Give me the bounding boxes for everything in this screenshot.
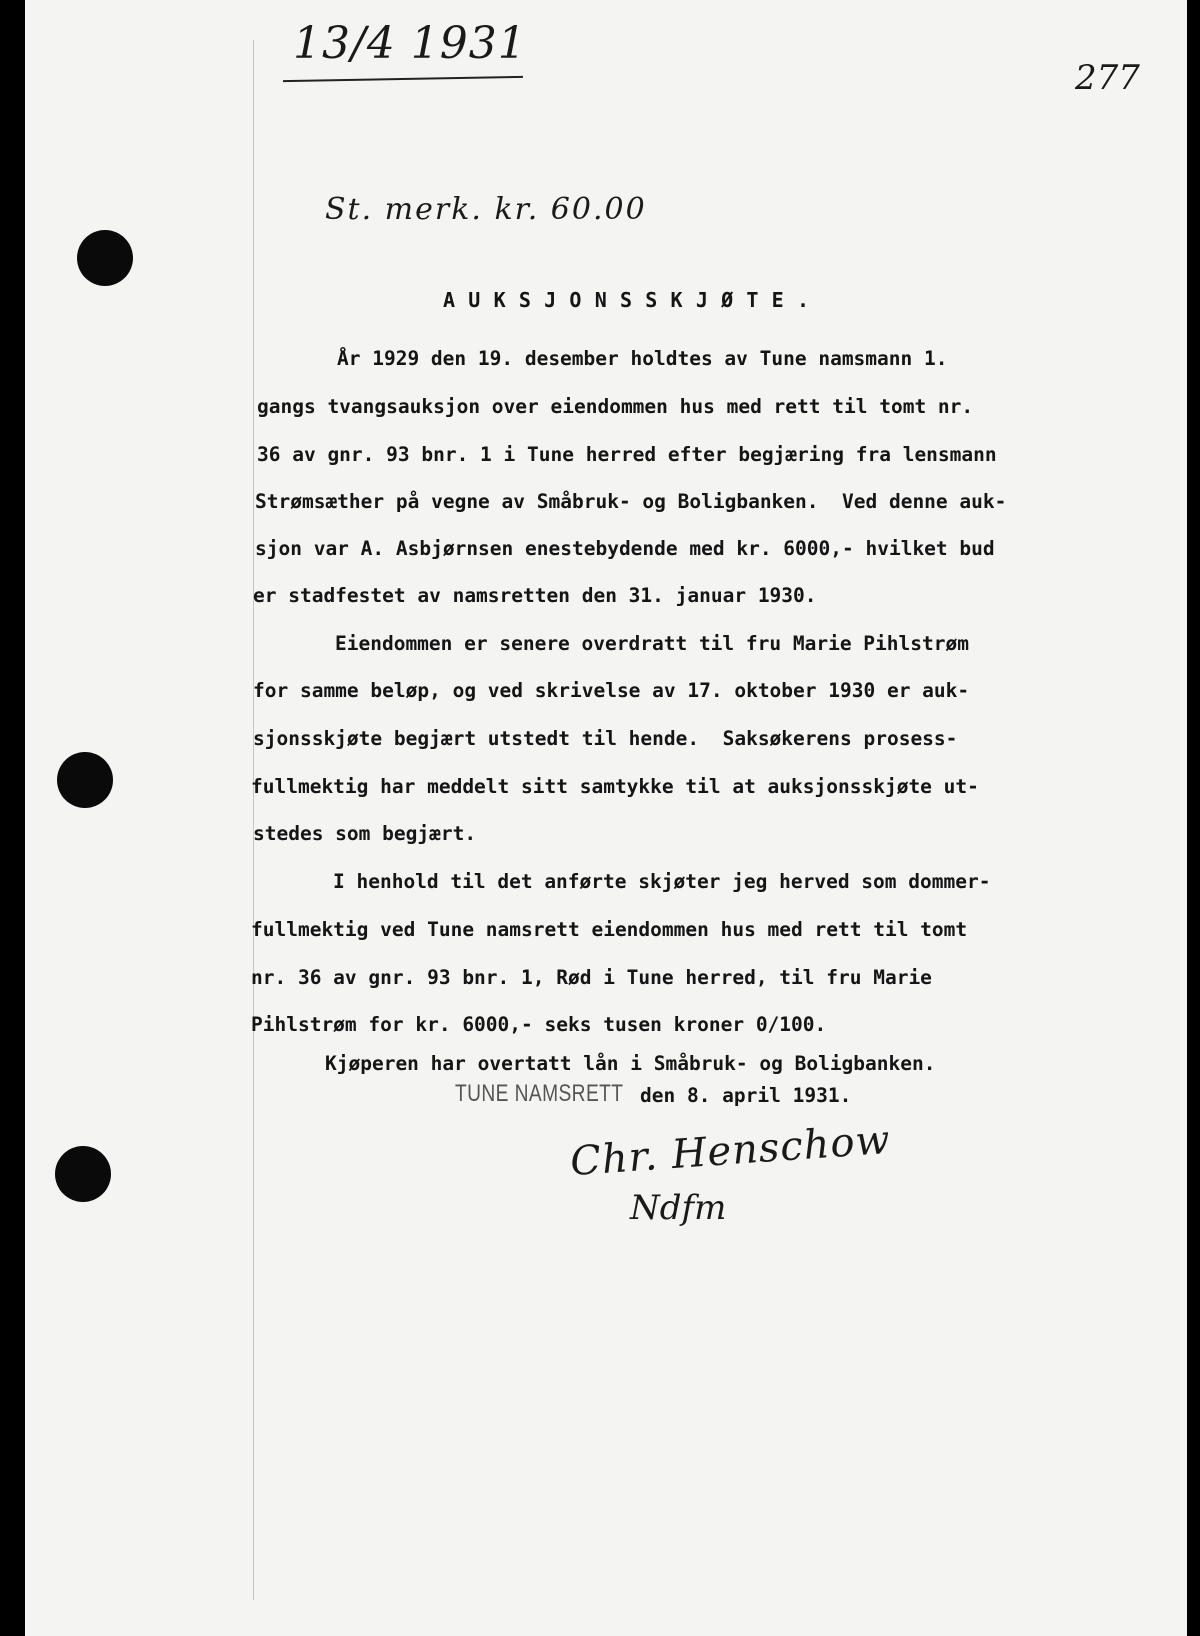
margin-note: St. merk. kr. 60.00 [325,192,647,227]
margin-rule [253,40,254,1600]
body-line: fullmektig ved Tune namsrett eiendommen hus med rett til tomt [251,918,968,941]
signature-title: Ndfm [630,1188,727,1228]
body-line: fullmektig har meddelt sitt samtykke til at auksjonsskjøte ut- [251,775,979,798]
punch-hole-top [77,230,133,286]
body-line: for samme beløp, og ved skrivelse av 17. oktober 1930 er auk- [253,679,970,702]
handwritten-date: 13/4 1931 [293,18,527,69]
document-page [25,0,1187,1636]
body-line: Strømsæther på vegne av Småbruk- og Boligbanken. Ved denne auk- [255,490,1007,513]
body-line: nr. 36 av gnr. 93 bnr. 1, Rød i Tune herred, til fru Marie [251,966,932,989]
body-line: I henhold til det anførte skjøter jeg herved som dommer- [333,870,991,893]
body-line: gangs tvangsauksjon over eiendommen hus med rett til tomt nr. [257,395,974,418]
body-line: Kjøperen har overtatt lån i Småbruk- og Boligbanken. [325,1052,936,1075]
punch-hole-bottom [55,1146,111,1202]
body-line: År 1929 den 19. desember holdtes av Tune namsmann 1. [337,347,948,370]
signature: Chr. Henschow [568,1116,893,1186]
body-line: sjon var A. Asbjørnsen enestebydende med kr. 6000,- hvilket bud [255,537,995,560]
body-line: er stadfestet av namsretten den 31. januar 1930. [253,584,817,607]
body-line: sjonsskjøte begjært utstedt til hende. Saksøkerens prosess- [253,727,958,750]
court-stamp: TUNE NAMSRETT [455,1080,624,1107]
document-heading: A U K S J O N S S K J Ø T E . [443,288,810,312]
body-line: stedes som begjært. [253,822,477,845]
body-line: Eiendommen er senere overdratt til fru Marie Pihlstrøm [335,632,969,655]
body-line: 36 av gnr. 93 bnr. 1 i Tune herred efter begjæring fra lensmann [257,443,997,466]
closing-date: den 8. april 1931. [640,1084,852,1107]
body-line: Pihlstrøm for kr. 6000,- seks tusen kroner 0/100. [251,1013,827,1036]
punch-hole-middle [57,752,113,808]
date-underline [283,76,523,82]
page-number: 277 [1075,58,1140,98]
